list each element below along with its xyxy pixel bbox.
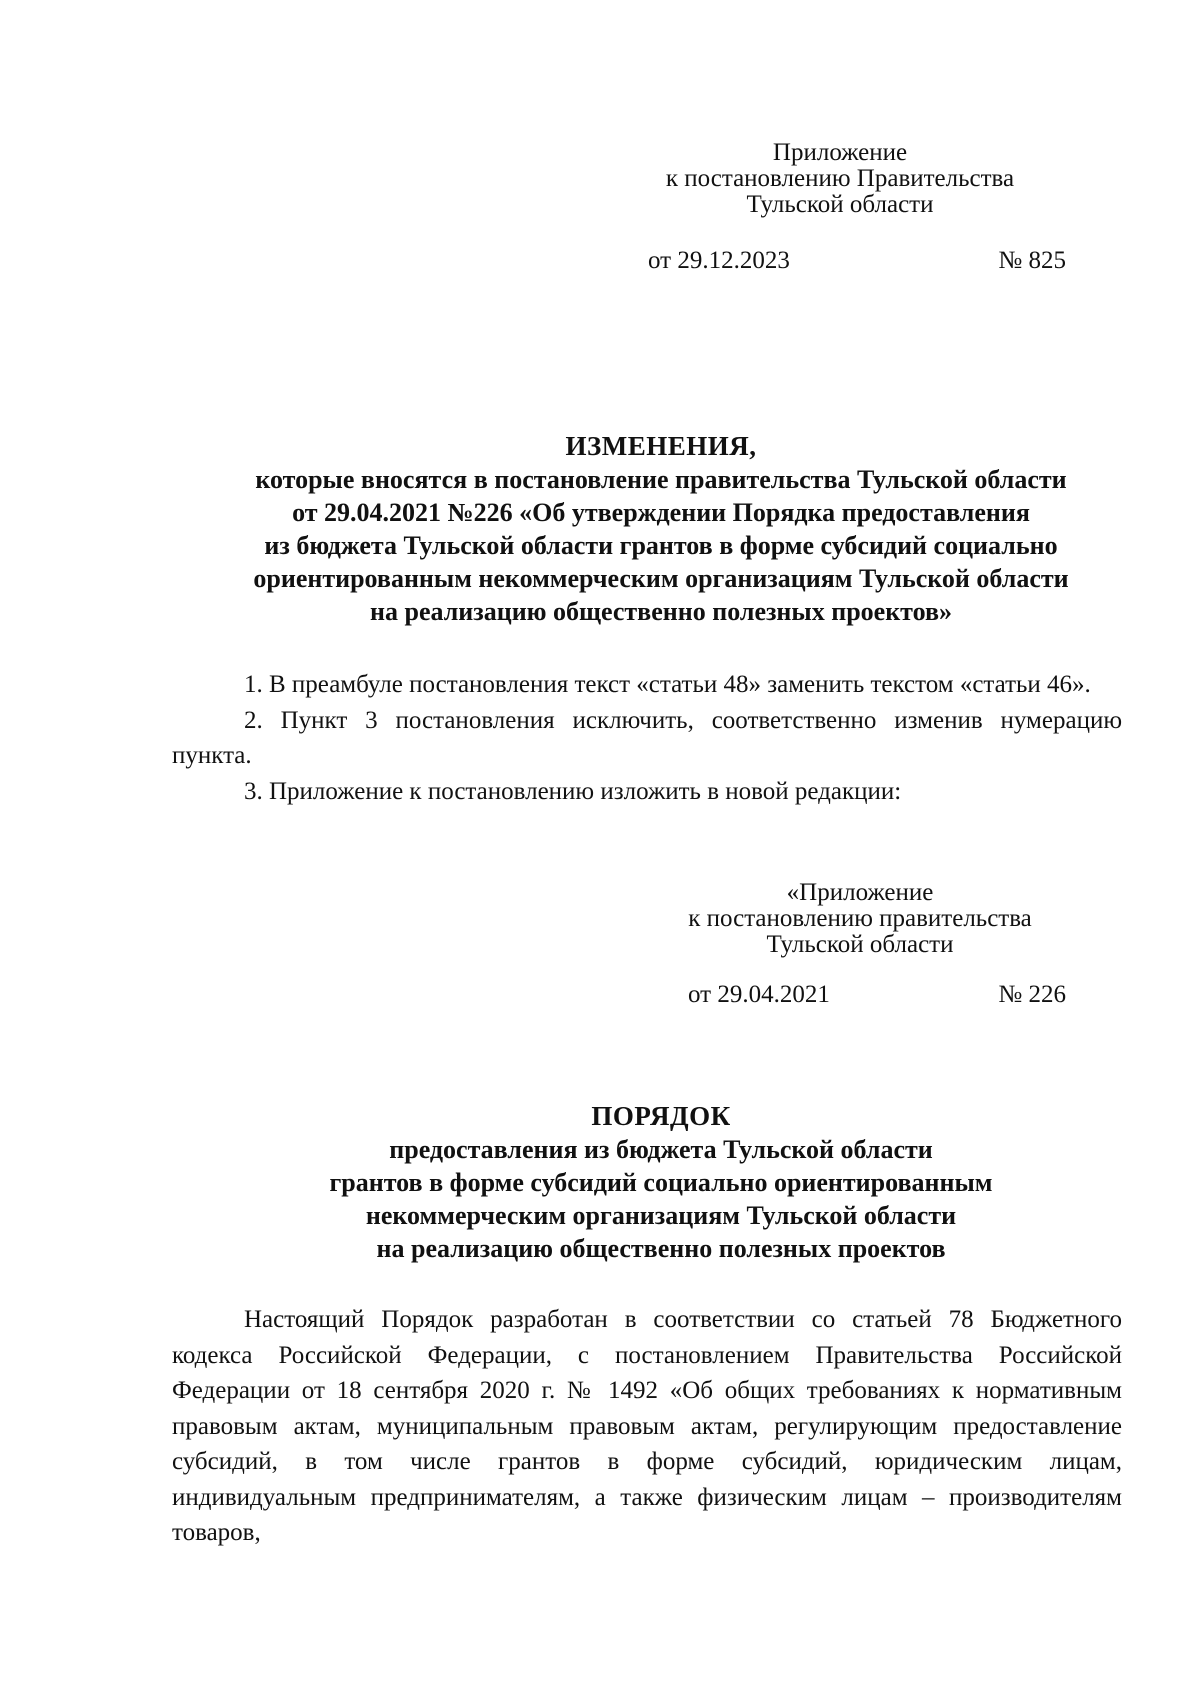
decree-dateline xyxy=(648,246,1066,276)
order-title: ПОРЯДОК xyxy=(591,1101,731,1131)
heading-line: на реализацию общественно полезных проектов xyxy=(376,1234,946,1263)
heading-line: предоставления из бюджета Тульской области xyxy=(389,1135,933,1164)
new-appendix-header xyxy=(640,880,1080,958)
appendix-line: «Приложение xyxy=(786,879,934,906)
appendix-line: к постановлению правительства xyxy=(688,905,1032,932)
preamble-paragraph: Настоящий Порядок разработан в соответствии со статьей 78 Бюджетного кодекса Российской Федерации, с постановлением Правительства Российской Федерации от 18 сентября 2020 г. № 1492 «Об общих требованиях к нормативным правовым актам, муниципальным правовым актам, регулирующим предоставление субсидий, в том числе грантов в форме субсидий, юридическим лицам, индивидуальным предпринимателям, а также физическим лицам – производителям товаров, xyxy=(172,1306,1122,1546)
heading-line: которые вносятся в постановление правительства Тульской области xyxy=(255,465,1067,494)
heading-line: от 29.04.2021 №226 «Об утверждении Порядка предоставления xyxy=(292,498,1030,527)
decree-number: № 226 xyxy=(998,981,1066,1008)
heading-line: грантов в форме субсидий социально ориентированным xyxy=(329,1168,993,1197)
numbered-items xyxy=(172,667,1122,809)
changes-heading xyxy=(200,430,1122,628)
heading-line: на реализацию общественно полезных проектов» xyxy=(370,597,952,626)
order-heading xyxy=(200,1100,1122,1265)
appendix-header xyxy=(620,140,1060,218)
item-paragraph: 1. В преамбуле постановления текст «статьи 48» заменить текстом «статьи 46». xyxy=(244,671,1091,698)
decree-date: от 29.12.2023 xyxy=(648,247,790,274)
appendix-line: Тульской области xyxy=(746,191,934,218)
heading-line: из бюджета Тульской области грантов в форме субсидий социально xyxy=(264,531,1058,560)
appendix-line: Тульской области xyxy=(766,931,954,958)
decree-date: от 29.04.2021 xyxy=(688,981,830,1008)
appendix-line: к постановлению Правительства xyxy=(665,165,1015,192)
appendix-line: Приложение xyxy=(772,139,908,166)
changes-title: ИЗМЕНЕНИЯ, xyxy=(565,431,757,461)
decree-number: № 825 xyxy=(998,247,1066,274)
item-paragraph: 3. Приложение к постановлению изложить в новой редакции: xyxy=(244,777,902,805)
heading-line: некоммерческим организациям Тульской области xyxy=(365,1201,957,1230)
preamble xyxy=(172,1302,1122,1551)
new-decree-dateline xyxy=(688,980,1066,1010)
heading-line: ориентированным некоммерческим организациям Тульской области xyxy=(253,564,1069,593)
item-paragraph: 2. Пункт 3 постановления исключить, соответственно изменив нумерацию пункта. xyxy=(172,706,1122,769)
